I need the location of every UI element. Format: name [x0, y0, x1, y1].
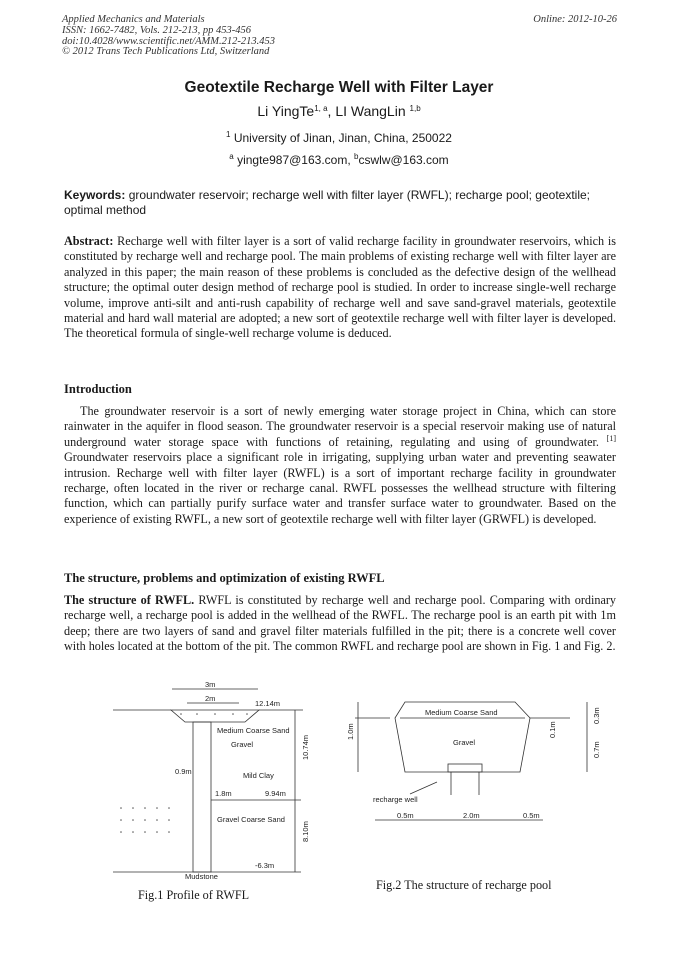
author-1: Li YingTe	[257, 103, 315, 119]
label-05m-a: 0.5m	[397, 811, 414, 820]
structure-subheading: The structure of RWFL.	[64, 593, 195, 607]
figure-2-caption: Fig.2 The structure of recharge pool	[376, 878, 552, 892]
author-1-affil: 1, a	[314, 104, 328, 113]
label-mudstone: Mudstone	[185, 872, 218, 880]
label-elev-bot: -6.3m	[255, 861, 275, 870]
label-2m: 2m	[205, 694, 216, 703]
label-810m: 8.10m	[301, 821, 310, 842]
figure-1-profile	[105, 680, 320, 880]
issn-line: ISSN: 1662-7482, Vols. 212-213, pp 453-456	[62, 24, 251, 36]
section-heading: The structure, problems and optimization of existing RWFL	[64, 571, 385, 585]
recharge-pool-outline	[171, 710, 259, 722]
label-medium-sand: Medium Coarse Sand	[217, 726, 290, 735]
label-elev-top: 12.14m	[255, 699, 281, 708]
leader-recharge-well	[410, 782, 437, 794]
label-elev-mid: 9.94m	[265, 789, 286, 798]
label-mild-clay: Mild Clay	[243, 771, 274, 780]
intro-text-1: The groundwater reservoir is a sort of newly emerging water storage project in China, which can store rainwater in the aquifer in flood season. The groundwater reservoir is a special reservoir making use of natural underground water storage space with functions of retaining, regulating and using of groundwater.	[64, 404, 616, 449]
well-cover	[448, 764, 482, 772]
affiliation-text: University of Jinan, Jinan, China, 250022	[230, 131, 452, 145]
email-a-mark: a	[229, 152, 234, 161]
label-1074m: 10.74m	[301, 734, 310, 760]
intro-text-2: Groundwater reservoirs place a significant role in irrigating, supplying urban water and preventing seawater intrusion. Recharge well with filter layer (RWFL) is a sort of important recharge facility in groundwater recharge, often located in the river or recharge canal. RWFL possesses the wellhead structure with filtering function, which can partially purify surface water and transfer surface water to groundwater. Based on the experience of existing RWFL, a new sort of geotextile recharge well with filter layer (GRWFL) is developed.	[64, 450, 616, 526]
doi-line: doi:10.4028/www.scientific.net/AMM.212-213.453	[62, 35, 275, 47]
label-05m-b: 0.5m	[523, 811, 540, 820]
label-03m: 0.3m	[592, 707, 601, 724]
label-3m: 3m	[205, 680, 216, 689]
affiliation-number: 1	[226, 130, 231, 139]
label-recharge-well: recharge well	[373, 795, 418, 804]
keywords-label: Keywords:	[64, 188, 126, 202]
online-date: Online: 2012-10-26	[533, 14, 617, 25]
introduction-paragraph	[64, 404, 616, 527]
abstract-label: Abstract:	[64, 234, 114, 248]
email-a: yingte987@163.com,	[233, 153, 355, 167]
well-casing	[193, 722, 211, 872]
journal-header	[62, 15, 617, 58]
figure-1-caption: Fig.1 Profile of RWFL	[138, 888, 250, 902]
author-line	[0, 103, 678, 119]
author-2-affil: 1,b	[409, 104, 421, 113]
label-20m: 2.0m	[463, 811, 480, 820]
label-18m: 1.8m	[215, 789, 232, 798]
abstract-text: Recharge well with filter layer is a sort of valid recharge facility in groundwater reservoirs, which is constituted by recharge well and recharge pool. The main problems of existing recharge well with filter layer are analyzed in this paper; the main reason of these problems is concluded as the defective design of the wellhead structure; the optimal outer design method of recharge pool is studied. In order to increase single-well recharge volume, improve anti-silt and anti-rush capability of recharge well and save sand-gravel materials, geotextile material and hard wall material are adopted; a new sort of geotextile recharge well with filter layer is developed. The theoretical formula of single-well recharge volume is deduced.	[64, 234, 616, 341]
label-gravel: Gravel	[453, 738, 476, 747]
structure-text: RWFL is constituted by recharge well and recharge pool. Comparing with ordinary recharge well, a recharge pool is added in the wellhead of the RWFL. The recharge pool is an earth pit with 1m deep; there are two layers of sand and gravel filter materials fulfilled in the pit; there is a concrete well cover with holes located at the bottom of the pit. The common RWFL and recharge pool are shown in Fig. 1 and Fig. 2.	[64, 593, 617, 654]
label-09m: 0.9m	[175, 767, 192, 776]
keywords-text: groundwater reservoir; recharge well with filter layer (RWFL); recharge pool; geotextile; optimal method	[64, 188, 590, 217]
label-medium-sand: Medium Coarse Sand	[425, 708, 498, 717]
label-01m: 0.1m	[548, 721, 557, 738]
citation-1: [1]	[606, 433, 616, 443]
email-b: cswlw@163.com	[358, 153, 449, 167]
journal-name: Applied Mechanics and Materials	[62, 14, 205, 25]
author-separator: ,	[327, 103, 336, 119]
author-2: LI WangLin	[335, 103, 410, 119]
label-07m: 0.7m	[592, 741, 601, 758]
copyright-line: © 2012 Trans Tech Publications Ltd, Switzerland	[62, 46, 270, 58]
label-gravel: Gravel	[231, 740, 254, 749]
affiliation	[0, 131, 678, 145]
label-1m: 1.0m	[346, 723, 355, 740]
structure-paragraph	[64, 593, 616, 655]
paper-title: Geotextile Recharge Well with Filter Layer	[184, 79, 494, 96]
keywords	[64, 188, 617, 218]
email-line	[0, 153, 678, 167]
label-gravel-coarse: Gravel Coarse Sand	[217, 815, 285, 824]
introduction-heading: Introduction	[64, 382, 132, 396]
figure-2-recharge-pool	[345, 680, 625, 830]
abstract	[64, 234, 616, 342]
email-b-mark: b	[354, 152, 359, 161]
